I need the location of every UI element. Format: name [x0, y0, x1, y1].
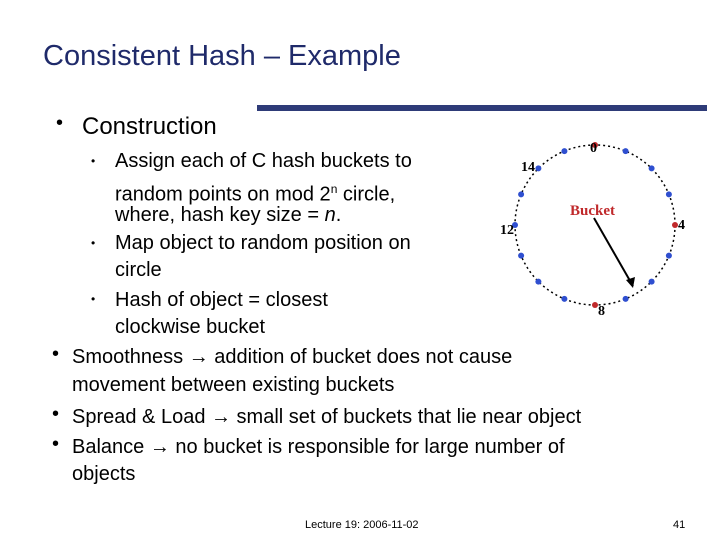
footer-page-number: 41 [673, 519, 686, 531]
bullet-spread-load: Spread & Load → small set of buckets that lie near object [72, 406, 582, 428]
ring-point [623, 148, 629, 154]
sub-bullet-2-line-2: circle [115, 259, 162, 281]
construction-heading: Construction [82, 113, 217, 140]
label-bucket: Bucket [570, 203, 615, 219]
label-bottom: 8 [598, 304, 605, 319]
arrow-icon: → [188, 346, 209, 368]
bullet-smoothness-line-2: movement between existing buckets [72, 374, 395, 396]
pointer-arrowhead [626, 277, 635, 288]
ring-point [623, 296, 629, 302]
sub-bullet-dot: • [91, 292, 96, 306]
bullet-balance-line-2: objects [72, 463, 136, 485]
pointer-line [594, 218, 633, 286]
ring-point [649, 165, 655, 171]
sub-bullet-dot: • [91, 236, 96, 250]
sub-bullet-1-line-2: random points on mod 2$^n$ circle, [115, 182, 396, 206]
ring-point [561, 148, 567, 154]
bullet-smoothness: Smoothness → addition of bucket does not cause [72, 346, 513, 368]
ring-point [666, 253, 672, 259]
sub-bullet-dot: • [91, 154, 96, 168]
sub-bullet-3-line-2: clockwise bucket [115, 316, 266, 338]
bullet-dot: • [52, 343, 60, 365]
title-underline [257, 105, 707, 111]
bullet-dot: • [56, 112, 64, 134]
bullet-dot: • [52, 433, 60, 455]
ring-point [535, 279, 541, 285]
sub-bullet-3-line-1: Hash of object = closest [115, 289, 328, 311]
arrow-icon: → [211, 406, 231, 428]
label-top: 0 [590, 141, 597, 156]
bullet-balance: Balance → no bucket is responsible for large number of [72, 436, 565, 458]
ring-point [666, 191, 672, 197]
ring-point [535, 165, 541, 171]
sub-bullet-2-line-1: Map object to random position on [115, 232, 411, 254]
sub-bullet-1-line-3: where, hash key size = n. [115, 204, 342, 226]
bullet-dot: • [52, 403, 60, 425]
ring-point [649, 279, 655, 285]
label-right: 4 [678, 218, 685, 233]
footer-lecture: Lecture 19: 2006-11-02 [305, 519, 419, 531]
ring-point [518, 191, 524, 197]
label-left: 12 [500, 223, 514, 238]
sub-bullet-1-line-1: Assign each of C hash buckets to [115, 150, 412, 172]
ring-point [561, 296, 567, 302]
ring-point [518, 253, 524, 259]
slide-title: Consistent Hash – Example [43, 40, 401, 72]
hash-ring-diagram [490, 130, 720, 340]
arrow-icon: → [149, 436, 170, 458]
label-upper-left: 14 [521, 160, 535, 175]
